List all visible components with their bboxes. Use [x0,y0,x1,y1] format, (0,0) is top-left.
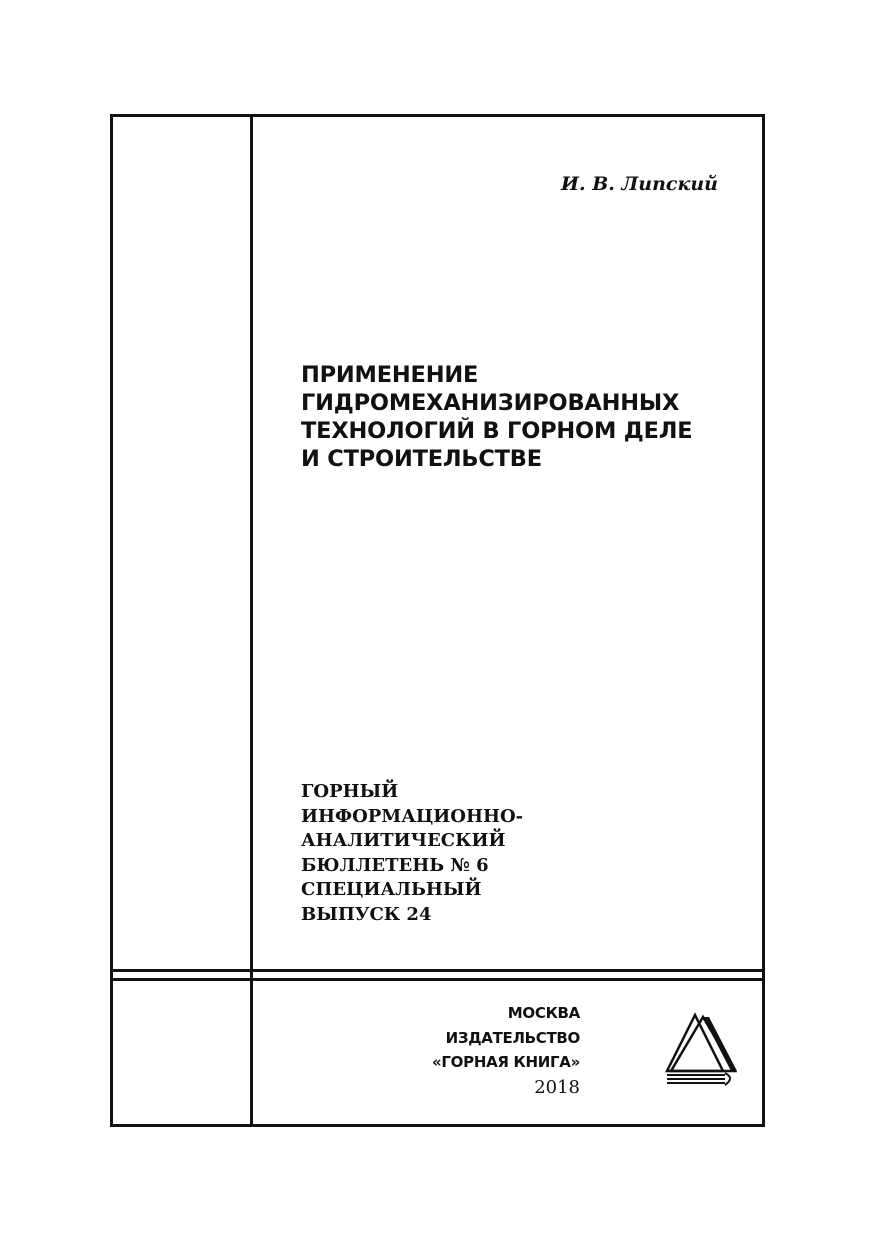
title-line: ГИДРОМЕХАНИЗИРОВАННЫХ [301,390,680,416]
publication-year: 2018 [534,1076,580,1098]
vertical-divider [250,117,253,1124]
author-name: И. В. Липский [561,173,718,195]
journal-line: ВЫПУСК 24 [301,903,432,925]
horizontal-divider-bottom [113,978,762,981]
publisher-block [432,1001,580,1100]
journal-line: СПЕЦИАЛЬНЫЙ [301,879,482,900]
title-line: И СТРОИТЕЛЬСТВЕ [301,446,542,472]
book-title [301,361,751,473]
publisher-house: ИЗДАТЕЛЬСТВО [445,1028,580,1047]
journal-line: АНАЛИТИЧЕСКИЙ [301,830,506,851]
mountain-book-logo-icon [665,1011,737,1087]
horizontal-divider-top [113,969,762,972]
title-line: ПРИМЕНЕНИЕ [301,362,479,388]
cover-frame [110,114,765,1127]
journal-name [301,780,601,927]
journal-line: ГОРНЫЙ [301,781,399,802]
publisher-city: МОСКВА [507,1004,580,1022]
journal-line: ИНФОРМАЦИОННО- [301,805,524,827]
journal-line: БЮЛЛЕТЕНЬ № 6 [301,854,489,876]
publisher-name: «ГОРНАЯ КНИГА» [432,1053,580,1071]
title-line: ТЕХНОЛОГИЙ В ГОРНОМ ДЕЛЕ [301,418,693,444]
